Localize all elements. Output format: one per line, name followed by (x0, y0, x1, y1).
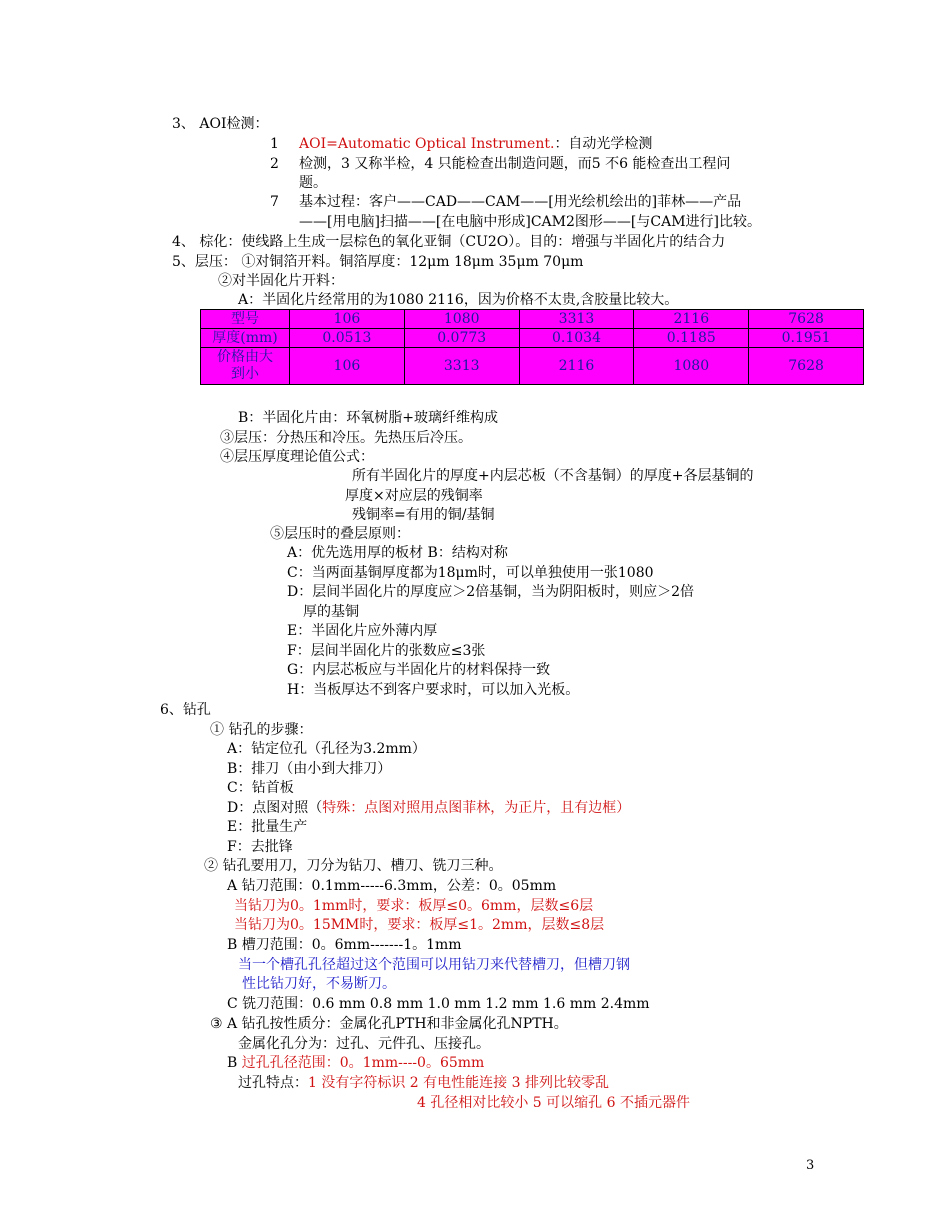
header-line: 到小 (231, 366, 259, 382)
header-line: 价格由大 (217, 349, 273, 365)
table-header-cell: 型号 (201, 310, 290, 329)
step-text: B：半固化片由：环氧树脂+玻璃纤维构成 (238, 410, 499, 426)
formula-line: 所有半固化片的厚度+内层芯板（不含基铜）的厚度+各层基铜的 (352, 468, 754, 484)
rule-item-continuation: 厚的基铜 (303, 604, 359, 620)
section-6-heading: 6、钻孔 (160, 702, 211, 718)
table-cell: 2116 (634, 310, 749, 329)
step-text: A：半固化片经常用的为1080 2116，因为价格不太贵,含胶量比较大。 (238, 292, 679, 308)
step-label: D：点图对照（ (227, 800, 323, 816)
section-5-heading: 5、层压： ①对铜箔开料。铜箔厚度：12μm 18μm 35μm 70μm (172, 254, 584, 270)
rule-item: G：内层芯板应与半固化片的材料保持一致 (287, 662, 551, 678)
step-item: E：批量生产 (227, 819, 308, 835)
table-cell: 7628 (749, 310, 864, 329)
step-item: C：钻首板 (227, 780, 294, 796)
red-note: 1 没有字符标识 2 有电性能连接 3 排列比较零乱 (308, 1075, 609, 1091)
table-row (201, 310, 864, 329)
list-item-continuation: ——[用电脑]扫描——[在电脑中形成]CAM2图形——[与CAM进行]比较。 (299, 214, 761, 230)
red-note: 当钻刀为0。1mm时，要求：板厚≤0。6mm，层数≤6层 (234, 898, 594, 914)
red-note: 特殊：点图对照用点图菲林，为正片，且有边框） (322, 800, 631, 816)
red-note: 当钻刀为0。15MM时，要求：板厚≤1。2mm，层数≤8层 (234, 917, 605, 933)
red-note: 4 孔径相对比较小 5 可以缩孔 6 不插元器件 (417, 1095, 690, 1111)
table-cell: 3313 (404, 348, 519, 385)
table-cell: 0.1951 (749, 329, 864, 348)
step-text: ③ A 钻孔按性质分：金属化孔PTH和非金属化孔NPTH。 (210, 1016, 568, 1032)
step-item (238, 1074, 609, 1092)
list-item (299, 135, 652, 153)
list-number: 7 (270, 194, 279, 210)
blue-note: 性比钻刀好，不易断刀。 (242, 976, 396, 992)
step-text: ⑤层压时的叠层原则： (270, 526, 410, 542)
table-cell: 2116 (519, 348, 634, 385)
rule-item: H：当板厚达不到客户要求时，可以加入光板。 (287, 682, 580, 698)
step-label: 过孔特点： (238, 1075, 308, 1091)
table-cell: 3313 (519, 310, 634, 329)
step-item: A 钻刀范围：0.1mm-----6.3mm，公差：0。05mm (227, 878, 557, 894)
table-row (201, 348, 864, 385)
list-number: 1 (270, 136, 279, 152)
table-cell: 0.0773 (404, 329, 519, 348)
step-item (227, 1054, 484, 1072)
table-cell: 0.1185 (634, 329, 749, 348)
table-cell: 0.1034 (519, 329, 634, 348)
step-text: ③层压：分热压和冷压。先热压后冷压。 (220, 430, 472, 446)
list-item: 检测，3 又称半检，4 只能检查出制造问题，而5 不6 能检查出工程问 (299, 156, 731, 172)
step-label: B (227, 1055, 242, 1071)
table-cell: 1080 (404, 310, 519, 329)
step-item (227, 799, 630, 817)
table-cell: 0.0513 (290, 329, 405, 348)
step-item: C 铣刀范围：0.6 mm 0.8 mm 1.0 mm 1.2 mm 1.6 mm 2.4mm (227, 996, 650, 1012)
step-item: B 槽刀范围：0。6mm-------1。1mm (227, 937, 462, 953)
aoi-meaning: ：自动光学检测 (554, 136, 653, 152)
section-3-heading: 3、 AOI检测： (172, 116, 269, 132)
step-item: F：去批锋 (227, 839, 293, 855)
section-4-paragraph: 4、 棕化：使线路上生成一层棕色的氧化亚铜（CU2O）。目的：增强与半固化片的结合力 (172, 234, 726, 250)
blue-note: 当一个槽孔孔径超过这个范围可以用钻刀来代替槽刀，但槽刀钢 (238, 957, 630, 973)
list-item: 基本过程：客户——CAD——CAM——[用光绘机绘出的]菲林——产品 (299, 194, 742, 210)
step-text: ②对半固化片开料： (218, 273, 344, 289)
red-note: 过孔孔径范围：0。1mm----0。65mm (241, 1055, 485, 1071)
table-header-cell (201, 348, 290, 385)
table-header-cell: 厚度(mm) (201, 329, 290, 348)
list-item-continuation: 题。 (299, 175, 327, 191)
rule-item: C：当两面基铜厚度都为18μm时，可以单独使用一张1080 (287, 565, 654, 581)
table-cell: 1080 (634, 348, 749, 385)
formula-line: 残铜率=有用的铜/基铜 (352, 507, 495, 523)
step-item: B：排刀（由小到大排刀） (227, 761, 392, 777)
step-text: ④层压厚度理论值公式： (220, 449, 374, 465)
rule-item: A：优先选用厚的板材 B：结构对称 (287, 545, 508, 561)
table-cell: 106 (290, 348, 405, 385)
step-text: ② 钻孔要用刀，刀分为钻刀、槽刀、铣刀三种。 (204, 858, 503, 874)
prepreg-table (200, 309, 864, 385)
table-cell: 7628 (749, 348, 864, 385)
table-cell: 106 (290, 310, 405, 329)
rule-item: F：层间半固化片的张数应≤3张 (287, 643, 486, 659)
rule-item: E：半固化片应外薄内厚 (287, 623, 438, 639)
step-item: A：钻定位孔（孔径为3.2mm） (227, 741, 426, 757)
step-text: ① 钻孔的步骤： (210, 722, 313, 738)
table-row (201, 329, 864, 348)
formula-line: 厚度×对应层的残铜率 (345, 488, 483, 504)
step-item: 金属化孔分为：过孔、元件孔、压接孔。 (238, 1036, 490, 1052)
rule-item: D：层间半固化片的厚度应＞2倍基铜，当为阴阳板时，则应＞2倍 (287, 584, 695, 600)
page-number: 3 (806, 1158, 815, 1173)
list-number: 2 (270, 156, 279, 172)
aoi-definition: AOI=Automatic Optical Instrument. (299, 136, 555, 152)
